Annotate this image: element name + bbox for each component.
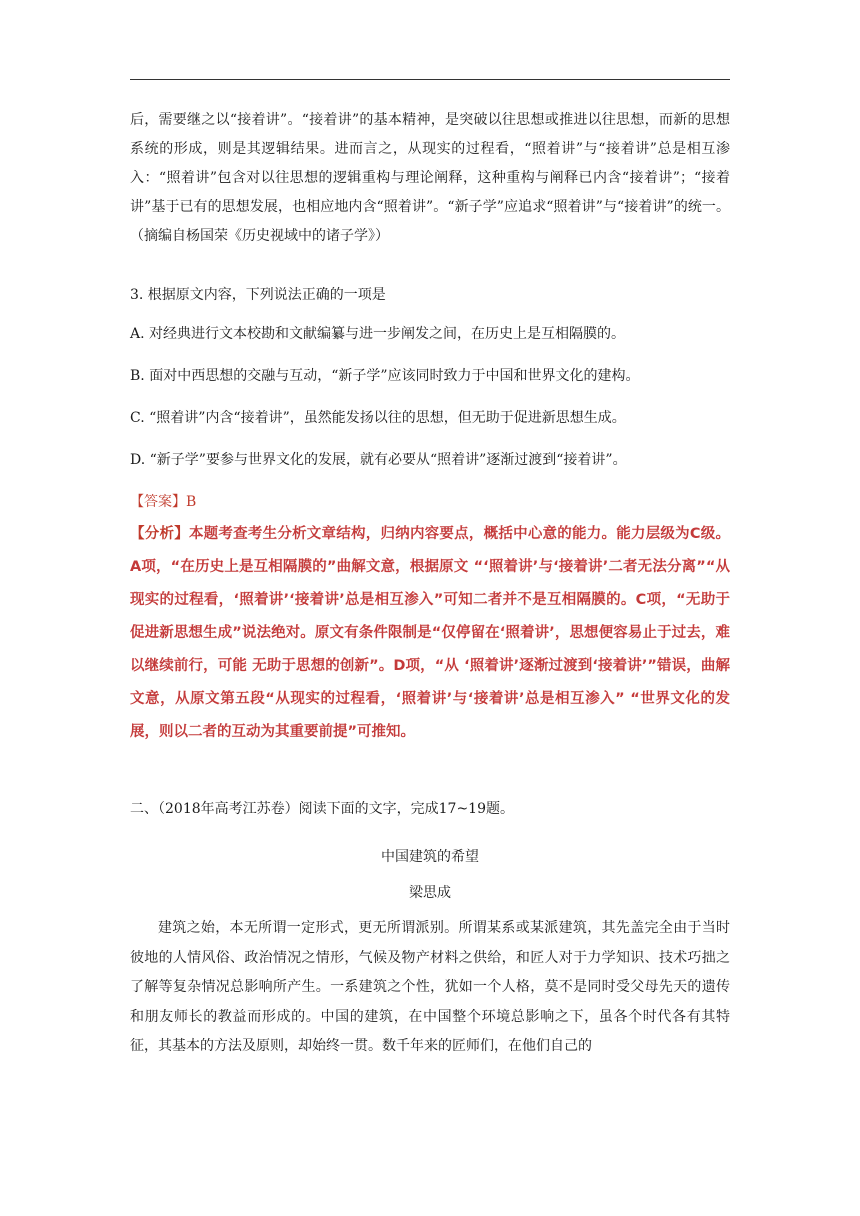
option-c: C. “照着讲”内含“接着讲”，虽然能发扬以往的思想，但无助于促进新思想生成。 (130, 410, 626, 426)
option-d: D. “新子学”要参与世界文化的发展，就有必要从“照着讲”逐渐过渡到“接着讲”。 (130, 452, 627, 468)
article-body (130, 914, 730, 1062)
option-b: B. 面对中西思想的交融与互动，“新子学”应该同时致力于中国和世界文化的建构。 (130, 368, 640, 384)
analysis-text (130, 518, 730, 749)
analysis-lead: 【分析】 (130, 526, 189, 542)
article-paragraph: 建筑之始，本无所谓一定形式，更无所谓派别。所谓某系或某派建筑，其先盖完全由于当时彼地的人情风俗、政治情况之情形，气候及物产材料之供给，和匠人对于力学知识、技术巧拙之了解等复杂情况总影响所产生。一系建筑之个性，犹如一个人格，莫不是同时受父母先天的遗传和朋友师长的教益而形成的。中国的建筑，在中国整个环境总影响之下，虽各个时代各有其特征，其基本的方法及原则，却始终一贯。数千年来的匠师们，在他们自己的 (130, 920, 730, 1054)
header-rule (130, 79, 730, 80)
analysis-body: 本题考查考生分析文章结构，归纳内容要点，概括中心意的能力。能力层级为C级。A项，“在历史上是互相隔膜的”曲解文意，根据原文 “‘照着讲’与‘接着讲’二者无法分离”“从现实的过程看，‘照着讲’‘接着讲’总是相互渗入”可知二者并不是互相隔膜的。C项，“无助于促进新思想生成”说法绝对。原文有条件限制是“仅停留在‘照着讲’，思想便容易止于过去，难以继续前行，可能 无助于思想的创新”。D项，“从 ‘照着讲’逐渐过渡到‘接着讲’”错误，曲解文意，从原文第五段“从现实的过程看，‘照着讲’与‘接着讲’总是相互渗入” “世界文化的发展，则以二者的互动为其重要前提”可推知。 (130, 526, 730, 740)
question-3-stem: 3. 根据原文内容，下列说法正确的一项是 (130, 287, 386, 303)
answer-label: 【答案】B (130, 494, 197, 510)
article-title: 中国建筑的希望 (381, 849, 479, 865)
passage-paragraph: 后，需要继之以“接着讲”。“接着讲”的基本精神，是突破以往思想或推进以往思想，而新的思想系统的形成，则是其逻辑结果。进而言之，从现实的过程看，“照着讲”与“接着讲”总是相互渗入：“照着讲”包含对以往思想的逻辑重构与理论阐释，这种重构与阐释已内含“接着讲”；“接着讲”基于已有的思想发展，也相应地内含“照着讲”。“新子学”应追求“照着讲”与“接着讲”的统一。（摘编自杨国荣《历史视域中的诸子学》） (130, 112, 730, 244)
article-author: 梁思成 (409, 885, 451, 901)
option-a: A. 对经典进行文本校勘和文献编纂与进一步阐发之间，在历史上是互相隔膜的。 (130, 326, 626, 342)
section-2-heading: 二、（2018年高考江苏卷）阅读下面的文字，完成17~19题。 (130, 801, 514, 817)
passage-continuation (130, 106, 730, 251)
